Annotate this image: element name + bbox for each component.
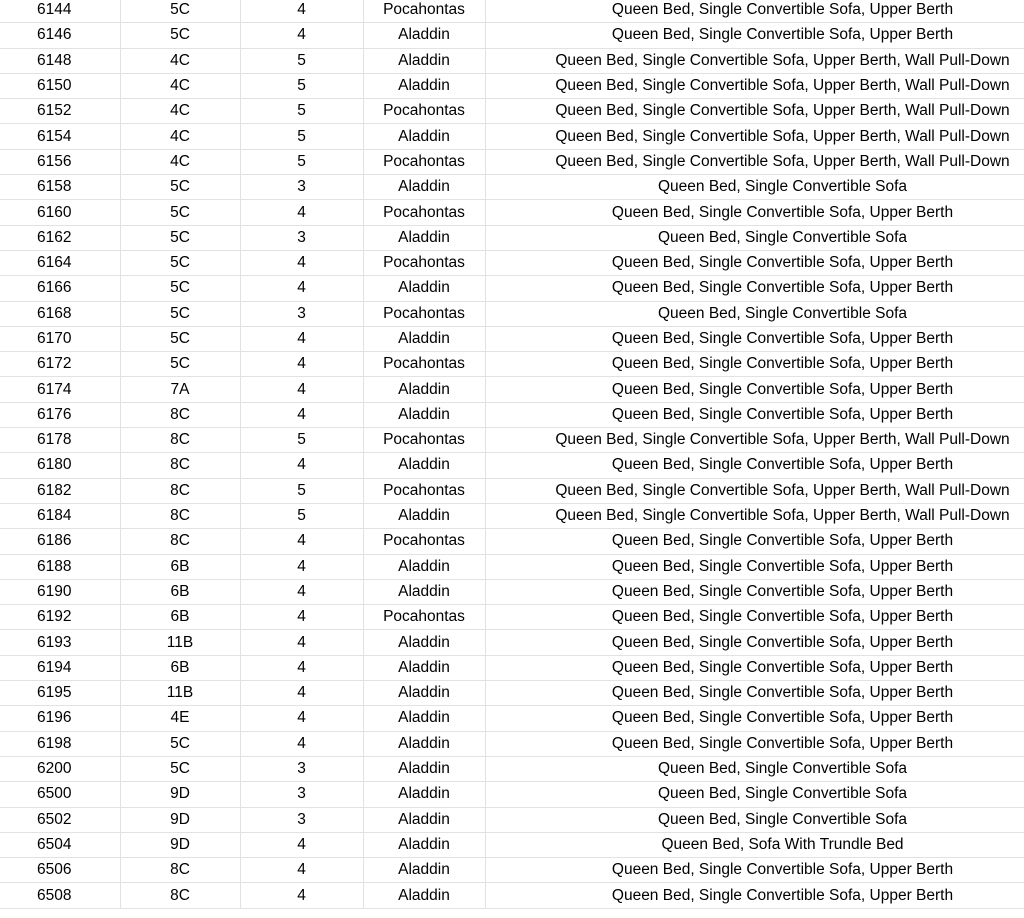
sleeps-cell[interactable]: 3 [240, 225, 363, 250]
category-cell[interactable]: 5C [120, 326, 240, 351]
sleeps-cell[interactable]: 4 [240, 554, 363, 579]
sleeps-cell[interactable]: 5 [240, 124, 363, 149]
bedding-cell[interactable]: Queen Bed, Single Convertible Sofa [485, 175, 1024, 200]
theme-cell[interactable]: Aladdin [363, 402, 485, 427]
category-cell[interactable]: 5C [120, 276, 240, 301]
category-cell[interactable]: 6B [120, 605, 240, 630]
table-row [0, 579, 1024, 604]
bedding-cell[interactable]: Queen Bed, Single Convertible Sofa, Upper Berth [485, 402, 1024, 427]
sleeps-cell[interactable]: 5 [240, 428, 363, 453]
theme-cell[interactable]: Aladdin [363, 23, 485, 48]
bedding-cell[interactable]: Queen Bed, Single Convertible Sofa, Upper Berth [485, 706, 1024, 731]
room-number-cell[interactable]: 6144 [0, 0, 120, 23]
theme-cell[interactable]: Aladdin [363, 579, 485, 604]
sleeps-cell[interactable]: 4 [240, 655, 363, 680]
theme-cell[interactable]: Aladdin [363, 73, 485, 98]
bedding-cell[interactable]: Queen Bed, Single Convertible Sofa, Upper Berth, Wall Pull-Down [485, 73, 1024, 98]
sleeps-cell[interactable]: 5 [240, 99, 363, 124]
bedding-cell[interactable]: Queen Bed, Single Convertible Sofa, Upper Berth [485, 655, 1024, 680]
table-row [0, 428, 1024, 453]
room-number-cell[interactable]: 6180 [0, 453, 120, 478]
bedding-cell[interactable]: Queen Bed, Single Convertible Sofa, Upper Berth [485, 200, 1024, 225]
category-cell[interactable]: 4C [120, 48, 240, 73]
bedding-cell[interactable]: Queen Bed, Single Convertible Sofa, Upper Berth [485, 681, 1024, 706]
bedding-cell[interactable]: Queen Bed, Single Convertible Sofa, Upper Berth [485, 326, 1024, 351]
category-cell[interactable]: 5C [120, 756, 240, 781]
room-number-cell[interactable]: 6186 [0, 529, 120, 554]
category-cell[interactable]: 8C [120, 453, 240, 478]
bedding-cell[interactable]: Queen Bed, Single Convertible Sofa [485, 782, 1024, 807]
bedding-cell[interactable]: Queen Bed, Single Convertible Sofa, Upper Berth [485, 529, 1024, 554]
room-number-cell[interactable]: 6196 [0, 706, 120, 731]
table-row [0, 200, 1024, 225]
bedding-cell[interactable]: Queen Bed, Single Convertible Sofa, Upper Berth [485, 883, 1024, 908]
sleeps-cell[interactable]: 4 [240, 529, 363, 554]
table-row [0, 301, 1024, 326]
table-row [0, 681, 1024, 706]
room-number-cell[interactable]: 6168 [0, 301, 120, 326]
room-number-cell[interactable]: 6192 [0, 605, 120, 630]
room-number-cell[interactable]: 6502 [0, 807, 120, 832]
bedding-cell[interactable]: Queen Bed, Single Convertible Sofa, Upper Berth, Wall Pull-Down [485, 503, 1024, 528]
category-cell[interactable]: 8C [120, 402, 240, 427]
sleeps-cell[interactable]: 4 [240, 605, 363, 630]
room-number-cell[interactable]: 6508 [0, 883, 120, 908]
bedding-cell[interactable]: Queen Bed, Single Convertible Sofa, Upper Berth [485, 0, 1024, 23]
bedding-cell[interactable]: Queen Bed, Single Convertible Sofa, Upper Berth [485, 352, 1024, 377]
theme-cell[interactable]: Pocahontas [363, 428, 485, 453]
bedding-cell[interactable]: Queen Bed, Single Convertible Sofa, Upper Berth [485, 579, 1024, 604]
table-row [0, 605, 1024, 630]
room-number-cell[interactable]: 6195 [0, 681, 120, 706]
bedding-cell[interactable]: Queen Bed, Single Convertible Sofa, Upper Berth [485, 630, 1024, 655]
table-row [0, 554, 1024, 579]
theme-cell[interactable]: Pocahontas [363, 301, 485, 326]
theme-cell[interactable]: Aladdin [363, 883, 485, 908]
room-number-cell[interactable]: 6162 [0, 225, 120, 250]
theme-cell[interactable]: Aladdin [363, 630, 485, 655]
sleeps-cell[interactable]: 4 [240, 883, 363, 908]
table-row [0, 782, 1024, 807]
bedding-cell[interactable]: Queen Bed, Single Convertible Sofa, Upper Berth, Wall Pull-Down [485, 149, 1024, 174]
room-number-cell[interactable]: 6504 [0, 832, 120, 857]
room-number-cell[interactable]: 6164 [0, 250, 120, 275]
sleeps-cell[interactable]: 4 [240, 858, 363, 883]
sleeps-cell[interactable]: 3 [240, 782, 363, 807]
theme-cell[interactable]: Aladdin [363, 681, 485, 706]
room-number-cell[interactable]: 6146 [0, 23, 120, 48]
table-row [0, 352, 1024, 377]
category-cell[interactable]: 5C [120, 23, 240, 48]
sleeps-cell[interactable]: 4 [240, 0, 363, 23]
sleeps-cell[interactable]: 4 [240, 276, 363, 301]
room-number-cell[interactable]: 6166 [0, 276, 120, 301]
room-number-cell[interactable]: 6194 [0, 655, 120, 680]
category-cell[interactable]: 11B [120, 681, 240, 706]
category-cell[interactable]: 8C [120, 503, 240, 528]
theme-cell[interactable]: Pocahontas [363, 99, 485, 124]
table-row [0, 149, 1024, 174]
sleeps-cell[interactable]: 4 [240, 731, 363, 756]
theme-cell[interactable]: Aladdin [363, 756, 485, 781]
category-cell[interactable]: 8C [120, 883, 240, 908]
sleeps-cell[interactable]: 5 [240, 48, 363, 73]
bedding-cell[interactable]: Queen Bed, Single Convertible Sofa [485, 225, 1024, 250]
bedding-cell[interactable]: Queen Bed, Single Convertible Sofa [485, 807, 1024, 832]
room-number-cell[interactable]: 6174 [0, 377, 120, 402]
category-cell[interactable]: 5C [120, 0, 240, 23]
category-cell[interactable]: 5C [120, 250, 240, 275]
room-number-cell[interactable]: 6170 [0, 326, 120, 351]
table-row [0, 706, 1024, 731]
bedding-cell[interactable]: Queen Bed, Single Convertible Sofa [485, 756, 1024, 781]
table-row [0, 807, 1024, 832]
theme-cell[interactable]: Aladdin [363, 706, 485, 731]
sleeps-cell[interactable]: 5 [240, 149, 363, 174]
bedding-cell[interactable]: Queen Bed, Single Convertible Sofa, Upper Berth [485, 605, 1024, 630]
bedding-cell[interactable]: Queen Bed, Single Convertible Sofa, Upper Berth [485, 23, 1024, 48]
table-row [0, 655, 1024, 680]
theme-cell[interactable]: Aladdin [363, 858, 485, 883]
theme-cell[interactable]: Pocahontas [363, 605, 485, 630]
room-number-cell[interactable]: 6190 [0, 579, 120, 604]
table-row [0, 832, 1024, 857]
theme-cell[interactable]: Pocahontas [363, 250, 485, 275]
sleeps-cell[interactable]: 4 [240, 200, 363, 225]
category-cell[interactable]: 9D [120, 782, 240, 807]
theme-cell[interactable]: Pocahontas [363, 529, 485, 554]
room-number-cell[interactable]: 6156 [0, 149, 120, 174]
theme-cell[interactable]: Aladdin [363, 326, 485, 351]
table-row [0, 478, 1024, 503]
theme-cell[interactable]: Pocahontas [363, 149, 485, 174]
bedding-cell[interactable]: Queen Bed, Single Convertible Sofa, Upper Berth [485, 377, 1024, 402]
bedding-cell[interactable]: Queen Bed, Single Convertible Sofa, Upper Berth [485, 250, 1024, 275]
sleeps-cell[interactable]: 5 [240, 503, 363, 528]
bedding-cell[interactable]: Queen Bed, Single Convertible Sofa, Upper Berth, Wall Pull-Down [485, 48, 1024, 73]
theme-cell[interactable]: Aladdin [363, 175, 485, 200]
sleeps-cell[interactable]: 4 [240, 630, 363, 655]
bedding-cell[interactable]: Queen Bed, Single Convertible Sofa, Upper Berth [485, 554, 1024, 579]
table-row [0, 225, 1024, 250]
sleeps-cell[interactable]: 3 [240, 807, 363, 832]
theme-cell[interactable]: Aladdin [363, 503, 485, 528]
theme-cell[interactable]: Pocahontas [363, 200, 485, 225]
theme-cell[interactable]: Aladdin [363, 731, 485, 756]
theme-cell[interactable]: Aladdin [363, 453, 485, 478]
sleeps-cell[interactable]: 3 [240, 301, 363, 326]
room-number-cell[interactable]: 6182 [0, 478, 120, 503]
theme-cell[interactable]: Aladdin [363, 276, 485, 301]
theme-cell[interactable]: Aladdin [363, 655, 485, 680]
theme-cell[interactable]: Aladdin [363, 377, 485, 402]
bedding-cell[interactable]: Queen Bed, Single Convertible Sofa, Upper Berth [485, 731, 1024, 756]
category-cell[interactable]: 4C [120, 124, 240, 149]
theme-cell[interactable]: Aladdin [363, 48, 485, 73]
room-number-cell[interactable]: 6188 [0, 554, 120, 579]
table-row [0, 453, 1024, 478]
sleeps-cell[interactable]: 3 [240, 756, 363, 781]
table-row [0, 276, 1024, 301]
sleeps-cell[interactable]: 4 [240, 832, 363, 857]
table-row [0, 402, 1024, 427]
category-cell[interactable]: 6B [120, 655, 240, 680]
category-cell[interactable]: 5C [120, 225, 240, 250]
bedding-cell[interactable]: Queen Bed, Single Convertible Sofa, Upper Berth, Wall Pull-Down [485, 124, 1024, 149]
room-number-cell[interactable]: 6154 [0, 124, 120, 149]
room-number-cell[interactable]: 6193 [0, 630, 120, 655]
room-number-cell[interactable]: 6152 [0, 99, 120, 124]
category-cell[interactable]: 8C [120, 858, 240, 883]
category-cell[interactable]: 6B [120, 554, 240, 579]
sleeps-cell[interactable]: 4 [240, 250, 363, 275]
room-number-cell[interactable]: 6198 [0, 731, 120, 756]
theme-cell[interactable]: Aladdin [363, 782, 485, 807]
category-cell[interactable]: 5C [120, 301, 240, 326]
theme-cell[interactable]: Pocahontas [363, 478, 485, 503]
sleeps-cell[interactable]: 3 [240, 175, 363, 200]
room-number-cell[interactable]: 6200 [0, 756, 120, 781]
category-cell[interactable]: 7A [120, 377, 240, 402]
room-number-cell[interactable]: 6178 [0, 428, 120, 453]
bedding-cell[interactable]: Queen Bed, Single Convertible Sofa, Upper Berth [485, 858, 1024, 883]
table-row [0, 250, 1024, 275]
table-row [0, 503, 1024, 528]
category-cell[interactable]: 8C [120, 428, 240, 453]
table-row [0, 326, 1024, 351]
table-row [0, 858, 1024, 883]
room-number-cell[interactable]: 6160 [0, 200, 120, 225]
room-number-cell[interactable]: 6184 [0, 503, 120, 528]
category-cell[interactable]: 6B [120, 579, 240, 604]
category-cell[interactable]: 8C [120, 478, 240, 503]
table-row [0, 23, 1024, 48]
category-cell[interactable]: 9D [120, 832, 240, 857]
table-row [0, 529, 1024, 554]
category-cell[interactable]: 4C [120, 73, 240, 98]
sleeps-cell[interactable]: 4 [240, 579, 363, 604]
category-cell[interactable]: 4C [120, 149, 240, 174]
sleeps-cell[interactable]: 4 [240, 402, 363, 427]
table-row [0, 73, 1024, 98]
table-row [0, 0, 1024, 23]
theme-cell[interactable]: Pocahontas [363, 0, 485, 23]
table-row [0, 731, 1024, 756]
category-cell[interactable]: 5C [120, 175, 240, 200]
category-cell[interactable]: 11B [120, 630, 240, 655]
sleeps-cell[interactable]: 4 [240, 706, 363, 731]
sleeps-cell[interactable]: 5 [240, 478, 363, 503]
theme-cell[interactable]: Aladdin [363, 124, 485, 149]
theme-cell[interactable]: Aladdin [363, 554, 485, 579]
sleeps-cell[interactable]: 4 [240, 377, 363, 402]
table-row [0, 756, 1024, 781]
bedding-cell[interactable]: Queen Bed, Single Convertible Sofa, Upper Berth [485, 276, 1024, 301]
table-row [0, 883, 1024, 908]
category-cell[interactable]: 5C [120, 731, 240, 756]
category-cell[interactable]: 9D [120, 807, 240, 832]
room-number-cell[interactable]: 6158 [0, 175, 120, 200]
table-row [0, 175, 1024, 200]
sleeps-cell[interactable]: 4 [240, 352, 363, 377]
bedding-cell[interactable]: Queen Bed, Single Convertible Sofa, Upper Berth, Wall Pull-Down [485, 99, 1024, 124]
category-cell[interactable]: 4E [120, 706, 240, 731]
category-cell[interactable]: 8C [120, 529, 240, 554]
room-number-cell[interactable]: 6176 [0, 402, 120, 427]
category-cell[interactable]: 5C [120, 352, 240, 377]
bedding-cell[interactable]: Queen Bed, Single Convertible Sofa, Upper Berth, Wall Pull-Down [485, 478, 1024, 503]
theme-cell[interactable]: Aladdin [363, 807, 485, 832]
sleeps-cell[interactable]: 4 [240, 326, 363, 351]
bedding-cell[interactable]: Queen Bed, Single Convertible Sofa, Upper Berth, Wall Pull-Down [485, 428, 1024, 453]
bedding-cell[interactable]: Queen Bed, Single Convertible Sofa [485, 301, 1024, 326]
theme-cell[interactable]: Pocahontas [363, 352, 485, 377]
theme-cell[interactable]: Aladdin [363, 225, 485, 250]
sleeps-cell[interactable]: 4 [240, 23, 363, 48]
bedding-cell[interactable]: Queen Bed, Single Convertible Sofa, Upper Berth [485, 453, 1024, 478]
sleeps-cell[interactable]: 4 [240, 681, 363, 706]
theme-cell[interactable]: Aladdin [363, 832, 485, 857]
room-number-cell[interactable]: 6172 [0, 352, 120, 377]
room-number-cell[interactable]: 6148 [0, 48, 120, 73]
table-row [0, 124, 1024, 149]
table-row [0, 48, 1024, 73]
room-number-cell[interactable]: 6506 [0, 858, 120, 883]
table-row [0, 630, 1024, 655]
table-row [0, 99, 1024, 124]
sleeps-cell[interactable]: 4 [240, 453, 363, 478]
bedding-cell[interactable]: Queen Bed, Sofa With Trundle Bed [485, 832, 1024, 857]
room-number-cell[interactable]: 6150 [0, 73, 120, 98]
table-row [0, 377, 1024, 402]
category-cell[interactable]: 5C [120, 200, 240, 225]
category-cell[interactable]: 4C [120, 99, 240, 124]
sleeps-cell[interactable]: 5 [240, 73, 363, 98]
room-number-cell[interactable]: 6500 [0, 782, 120, 807]
